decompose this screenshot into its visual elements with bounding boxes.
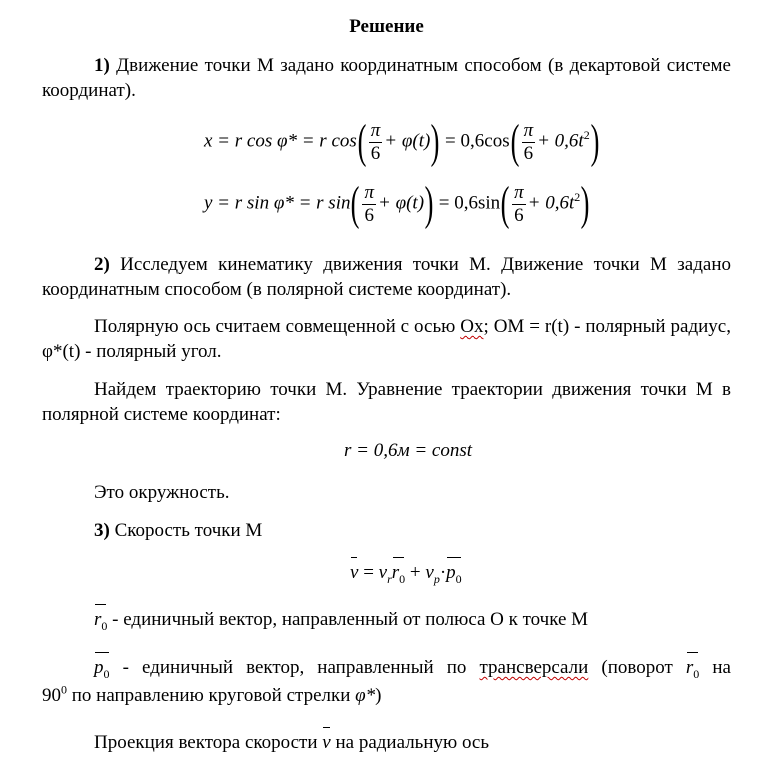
equation-y-mid: = 0,6sin — [438, 192, 501, 214]
section-2-text: Исследуем кинематику движения точки М. Движение точки М задано координатным способом (в полярной системе координат). — [42, 254, 731, 300]
r0-definition: $r_0$ - единичный вектор, направленный от полюса О к точке М — [94, 609, 589, 633]
p0-definition-line1: $p_0$ - единичный вектор, направленный по трансверсали (поворот $r_0$ на — [94, 657, 731, 681]
trajectory-paragraph: Найдем траекторию точки М. Уравнение траектории движения точки М в полярной системе координат: — [42, 379, 731, 425]
polar-axis-paragraph: Полярную ось считаем совмещенной с осью Ох; ОМ = r(t) - полярный радиус, φ*(t) - полярный угол. — [42, 316, 731, 362]
phi-symbol: φ* — [355, 685, 376, 706]
fraction-pi-6-c: $\frac{\pi}{6}$ — [364, 181, 374, 226]
v-symbol: v — [322, 732, 331, 753]
equation-x-tail: + 0,6t — [537, 130, 584, 152]
section-3-paragraph — [42, 518, 731, 543]
section-1-paragraph — [42, 53, 731, 103]
equation-x-inner: + φ(t) — [384, 130, 431, 152]
equation-y: y = r sin φ* = r sin( $\frac{\pi}{6}$ + φ(t)) = 0,6sin( $\frac{\pi}{6}$ + $0,6t^2$) — [204, 177, 590, 230]
r0-symbol-inline: $r_0$ — [685, 657, 700, 681]
transversal-word: трансверсали — [479, 657, 589, 678]
section-3-number: 3) — [94, 520, 110, 541]
fraction-pi-6-d: $\frac{\pi}{6}$ — [514, 181, 524, 226]
section-1-number: 1) — [94, 55, 110, 76]
ox-word: Ох — [460, 316, 484, 337]
equation-x: x = r cos φ* = r cos( $\frac{\pi}{6}$ + φ(t)) = 0,6cos( $\frac{\pi}{6}$ + $0,6t^2$) — [204, 115, 600, 168]
equation-x-lhs: x = r cos φ* = r cos — [204, 130, 357, 152]
section-3-text: Скорость точки М — [109, 520, 263, 541]
circle-paragraph: Это окружность. — [94, 482, 230, 503]
projection-paragraph: Проекция вектора скорости v на радиальную ось — [94, 732, 490, 753]
section-1-text: Движение точки М задано координатным способом (в декартовой системе координат). — [42, 55, 731, 101]
p0-definition-line2: $90^0$ по направлению круговой стрелки φ*) — [42, 682, 382, 706]
page-title: Решение — [349, 16, 424, 37]
section-2-paragraph — [42, 252, 731, 302]
fraction-pi-6: $\frac{\pi}{6}$ — [370, 119, 381, 164]
fraction-pi-6-b: $\frac{\pi}{6}$ — [523, 119, 534, 164]
equation-y-lhs: y = r sin φ* = r sin — [204, 192, 351, 214]
equation-y-inner: + φ(t) — [378, 192, 425, 214]
section-2-number: 2) — [94, 254, 110, 275]
equation-y-tail: + 0,6t — [527, 192, 575, 214]
equation-x-mid: = 0,6cos — [445, 130, 510, 152]
equation-velocity: $v = v_rr_0 + v_p\cdot p_0$ — [350, 562, 462, 586]
equation-r: r = 0,6м = const — [344, 440, 473, 461]
r0-symbol: $r_0$ — [94, 609, 108, 633]
p0-symbol: $p_0$ — [94, 657, 110, 681]
